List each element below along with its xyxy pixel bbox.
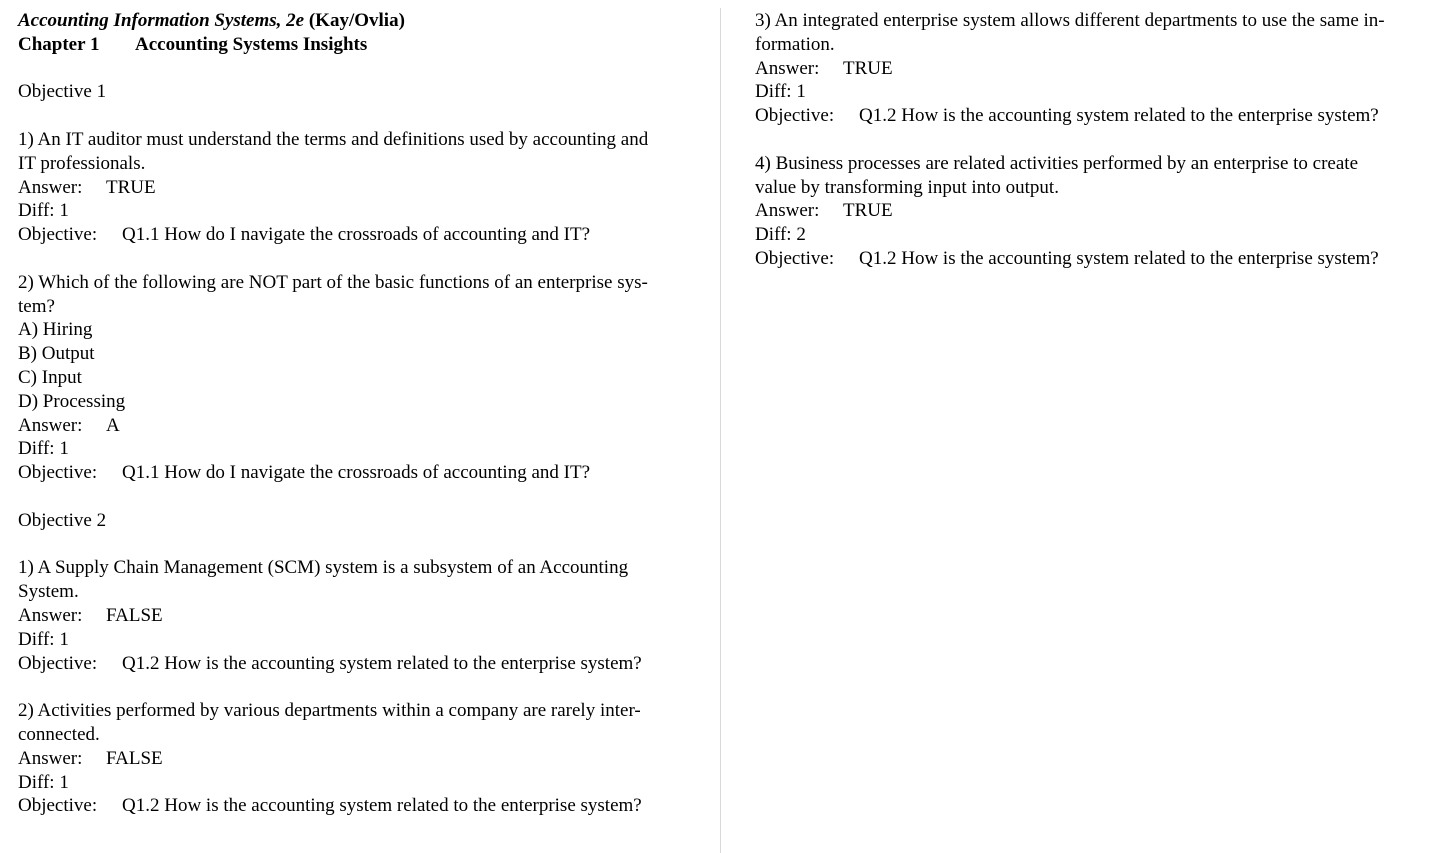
question-block <box>18 556 698 675</box>
objective-label: Objective: <box>18 795 98 817</box>
diff-value: 1 <box>59 628 69 650</box>
diff-line <box>755 223 1427 247</box>
question-text-continued: value by transforming input into output. <box>755 176 1059 198</box>
question-text: 3) An integrated enterprise system allows different departments to use the same in- <box>755 10 1385 31</box>
objective-value: Q1.1 How do I navigate the crossroads of accounting and IT? <box>122 224 590 246</box>
left-column <box>18 9 698 818</box>
book-title: Accounting Information Systems, 2e <box>18 10 305 31</box>
column-divider <box>720 8 721 853</box>
objective-value: Q1.2 How is the accounting system related to the enterprise system? <box>122 795 642 817</box>
objective-line <box>18 794 698 818</box>
objective-value: Q1.2 How is the accounting system related to the enterprise system? <box>859 247 1379 269</box>
diff-label: Diff: <box>18 771 55 793</box>
objective-label: Objective: <box>755 247 835 269</box>
diff-label: Diff: <box>18 438 55 460</box>
answer-value: FALSE <box>106 604 163 626</box>
right-column <box>755 9 1427 271</box>
option-a: A) Hiring <box>18 319 93 341</box>
question-text: 2) Activities performed by various departments within a company are rarely inter- <box>18 700 641 722</box>
question-text: 2) Which of the following are NOT part of the basic functions of an enterprise sys- <box>18 271 648 293</box>
answer-label: Answer: <box>18 176 83 198</box>
diff-label: Diff: <box>755 81 792 103</box>
question-text: 4) Business processes are related activities performed by an enterprise to create <box>755 152 1358 174</box>
option-d: D) Processing <box>18 390 126 412</box>
objective-value: Q1.1 How do I navigate the crossroads of accounting and IT? <box>122 462 590 484</box>
document-title <box>18 9 698 33</box>
objective-value: Q1.2 How is the accounting system related to the enterprise system? <box>859 105 1379 127</box>
objective-label: Objective: <box>18 462 98 484</box>
answer-value: FALSE <box>106 747 163 769</box>
answer-line <box>18 176 698 200</box>
question-text-continued: tem? <box>18 295 55 317</box>
section-heading: Objective 2 <box>18 509 107 531</box>
diff-value: 1 <box>59 438 69 460</box>
diff-line <box>18 628 698 652</box>
option-c: C) Input <box>18 366 82 388</box>
answer-line <box>755 199 1427 223</box>
objective-line <box>18 461 698 485</box>
diff-value: 2 <box>796 224 806 246</box>
book-authors: (Kay/Ovlia) <box>304 10 405 31</box>
diff-value: 1 <box>796 81 806 103</box>
answer-value: TRUE <box>106 176 156 198</box>
answer-line <box>18 747 698 771</box>
chapter-heading <box>18 33 698 57</box>
answer-value: TRUE <box>843 200 893 222</box>
question-block <box>755 9 1427 128</box>
answer-label: Answer: <box>18 414 83 436</box>
objective-value: Q1.2 How is the accounting system related to the enterprise system? <box>122 652 642 674</box>
diff-line <box>755 80 1427 104</box>
answer-line <box>18 414 698 438</box>
answer-label: Answer: <box>755 57 820 79</box>
objective-label: Objective: <box>755 105 835 127</box>
option-b: B) Output <box>18 343 95 365</box>
question-text-continued: System. <box>18 581 79 603</box>
question-text: 1) An IT auditor must understand the terms and definitions used by accounting and <box>18 128 649 150</box>
diff-label: Diff: <box>18 628 55 650</box>
diff-label: Diff: <box>755 224 792 246</box>
diff-line <box>18 771 698 795</box>
diff-line <box>18 199 698 223</box>
answer-label: Answer: <box>18 747 83 769</box>
section-heading: Objective 1 <box>18 81 107 103</box>
objective-label: Objective: <box>18 224 98 246</box>
question-block <box>18 271 698 485</box>
answer-value: TRUE <box>843 57 893 79</box>
diff-line <box>18 437 698 461</box>
diff-label: Diff: <box>18 200 55 222</box>
chapter-title: Accounting Systems Insights <box>135 33 368 55</box>
answer-label: Answer: <box>18 604 83 626</box>
diff-value: 1 <box>59 200 69 222</box>
answer-value: A <box>106 414 120 436</box>
question-block <box>18 699 698 818</box>
question-block <box>755 152 1427 271</box>
answer-line <box>755 57 1427 81</box>
question-text-continued: connected. <box>18 723 100 745</box>
answer-label: Answer: <box>755 200 820 222</box>
answer-line <box>18 604 698 628</box>
objective-line <box>18 652 698 676</box>
chapter-label: Chapter 1 <box>18 33 100 55</box>
question-text-continued: formation. <box>755 33 835 55</box>
question-text: 1) A Supply Chain Management (SCM) system is a subsystem of an Accounting <box>18 557 629 579</box>
objective-line <box>755 247 1427 271</box>
question-block <box>18 128 698 247</box>
objective-line <box>18 223 698 247</box>
objective-line <box>755 104 1427 128</box>
objective-label: Objective: <box>18 652 98 674</box>
diff-value: 1 <box>59 771 69 793</box>
question-text-continued: IT professionals. <box>18 152 146 174</box>
